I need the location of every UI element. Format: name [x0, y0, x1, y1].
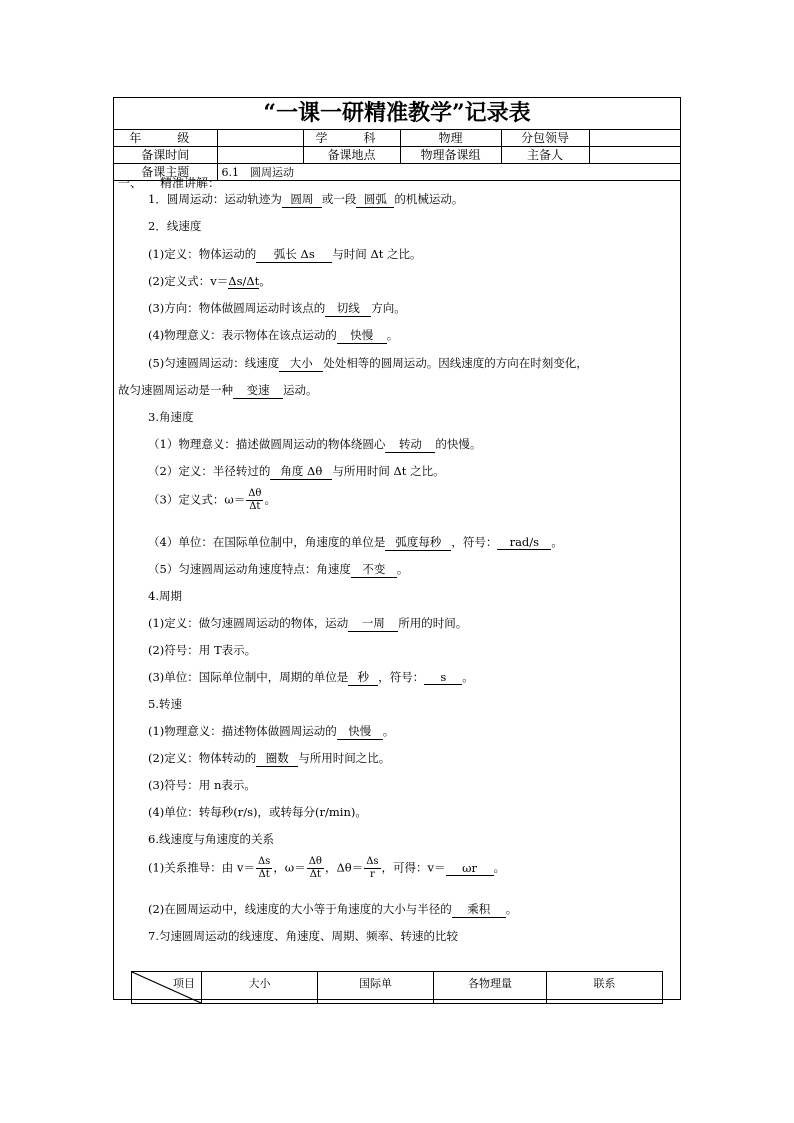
list-item: 6.线速度与角速度的关系 — [148, 832, 274, 846]
header-cell: 大小 — [202, 972, 318, 1004]
leader-value[interactable] — [589, 130, 680, 147]
list-item: (4)单位：转每秒(r/s)，或转每分(r/min)。 — [148, 805, 367, 819]
meta-row-grade — [114, 130, 680, 147]
list-item: (3)方向：物体做圆周运动时该点的 切线 方向。 — [148, 301, 406, 315]
header-cell: 各物理量 — [434, 972, 547, 1004]
section-title: 一、 精准讲解： — [118, 176, 221, 190]
fraction: $\frac{\Delta\theta}{\Delta t}$ — [308, 856, 322, 880]
list-item: 故匀速圆周运动是一种 变速 运动。 — [118, 383, 318, 397]
table-row — [132, 972, 663, 1004]
fraction: $\frac{\Delta\theta}{\Delta t}$ — [248, 488, 262, 512]
list-item: (3)符号：用 n表示。 — [148, 778, 256, 792]
place-value[interactable]: 物理备课组 — [400, 147, 501, 164]
list-item: （1）物理意义：描述做圆周运动的物体绕圆心 转动 的快慢。 — [148, 437, 482, 451]
fraction: $\frac{\Delta s}{\Delta t}$ — [257, 856, 271, 880]
main-value[interactable] — [589, 147, 680, 164]
list-item: 5.转速 — [148, 697, 182, 711]
list-item: (4)物理意义：表示物体在该点运动的 快慢 。 — [148, 328, 399, 342]
topic-value[interactable]: 6.1 圆周运动 — [217, 164, 680, 181]
topic-label: 备课主题 — [114, 164, 217, 181]
list-item: (2)在圆周运动中，线速度的大小等于角速度的大小与半径的 乘积 。 — [148, 902, 518, 916]
list-item: （3）定义式：ω＝ $\frac{\Delta\theta}{\Delta t}$ 。 — [148, 488, 276, 512]
list-item: (1)物理意义：描述物体做圆周运动的 快慢 。 — [148, 724, 395, 738]
list-item: (5)匀速圆周运动：线速度 大小 处处相等的圆周运动。因线速度的方向在时刻变化， — [148, 356, 588, 370]
subject-value[interactable]: 物理 — [400, 130, 501, 147]
list-item: 2．线速度 — [148, 219, 202, 233]
comparison-table — [131, 971, 663, 1004]
list-item: 4.周期 — [148, 589, 182, 603]
list-item: （5）匀速圆周运动角速度特点：角速度 不变 。 — [148, 562, 409, 576]
header-cell-item: 项目 — [132, 972, 202, 1004]
diagonal-line-icon — [132, 972, 201, 1003]
list-item: 7.匀速圆周运动的线速度、角速度、周期、频率、转速的比较 — [148, 929, 458, 943]
record-sheet — [113, 97, 681, 1000]
header-cell: 联系 — [547, 972, 663, 1004]
header-cell: 国际单 — [318, 972, 434, 1004]
list-item: （2）定义：半径转过的 角度 Δθ 与所用时间 Δt 之比。 — [148, 464, 445, 478]
list-item: (1)定义：做匀速圆周运动的物体，运动 一周 所用的时间。 — [148, 616, 468, 630]
grade-label: 年 级 — [114, 130, 217, 147]
list-item: 3.角速度 — [148, 410, 194, 424]
subject-label: 学 科 — [303, 130, 400, 147]
leader-label: 分包领导 — [501, 130, 589, 147]
grade-value[interactable] — [217, 130, 303, 147]
list-item: (1)定义：物体运动的 弧长 Δs 与时间 Δt 之比。 — [148, 247, 422, 261]
fraction: $\frac{\Delta s}{r}$ — [366, 856, 379, 880]
list-item: (2)定义式：v＝Δs/Δt。 — [148, 274, 271, 288]
list-item: (1)关系推导：由 v＝ $\frac{\Delta s}{\Delta t}$ ，ω＝ $\frac{\Delta\theta}{\Delta t}$ ，Δθ＝ $\frac{\Delta s}{r}$ ，可得：v＝ ωr 。 — [148, 856, 506, 880]
main-label: 主备人 — [501, 147, 589, 164]
list-item: (2)定义：物体转动的 圈数 与所用时间之比。 — [148, 751, 391, 765]
list-item: （4）单位：在国际单位制中，角速度的单位是 弧度每秒 ，符号： rad/s 。 — [148, 535, 563, 549]
place-label: 备课地点 — [303, 147, 400, 164]
page-title: “一课一研精准教学”记录表 — [114, 98, 680, 130]
list-item: (3)单位：国际单位制中，周期的单位是 秒 ，符号： s 。 — [148, 670, 474, 684]
time-value[interactable] — [217, 147, 303, 164]
list-item: 1．圆周运动：运动轨迹为 圆周 或一段 圆弧 的机械运动。 — [148, 192, 464, 206]
meta-row-time — [114, 147, 680, 164]
list-item: (2)符号：用 T表示。 — [148, 643, 257, 657]
time-label: 备课时间 — [114, 147, 217, 164]
